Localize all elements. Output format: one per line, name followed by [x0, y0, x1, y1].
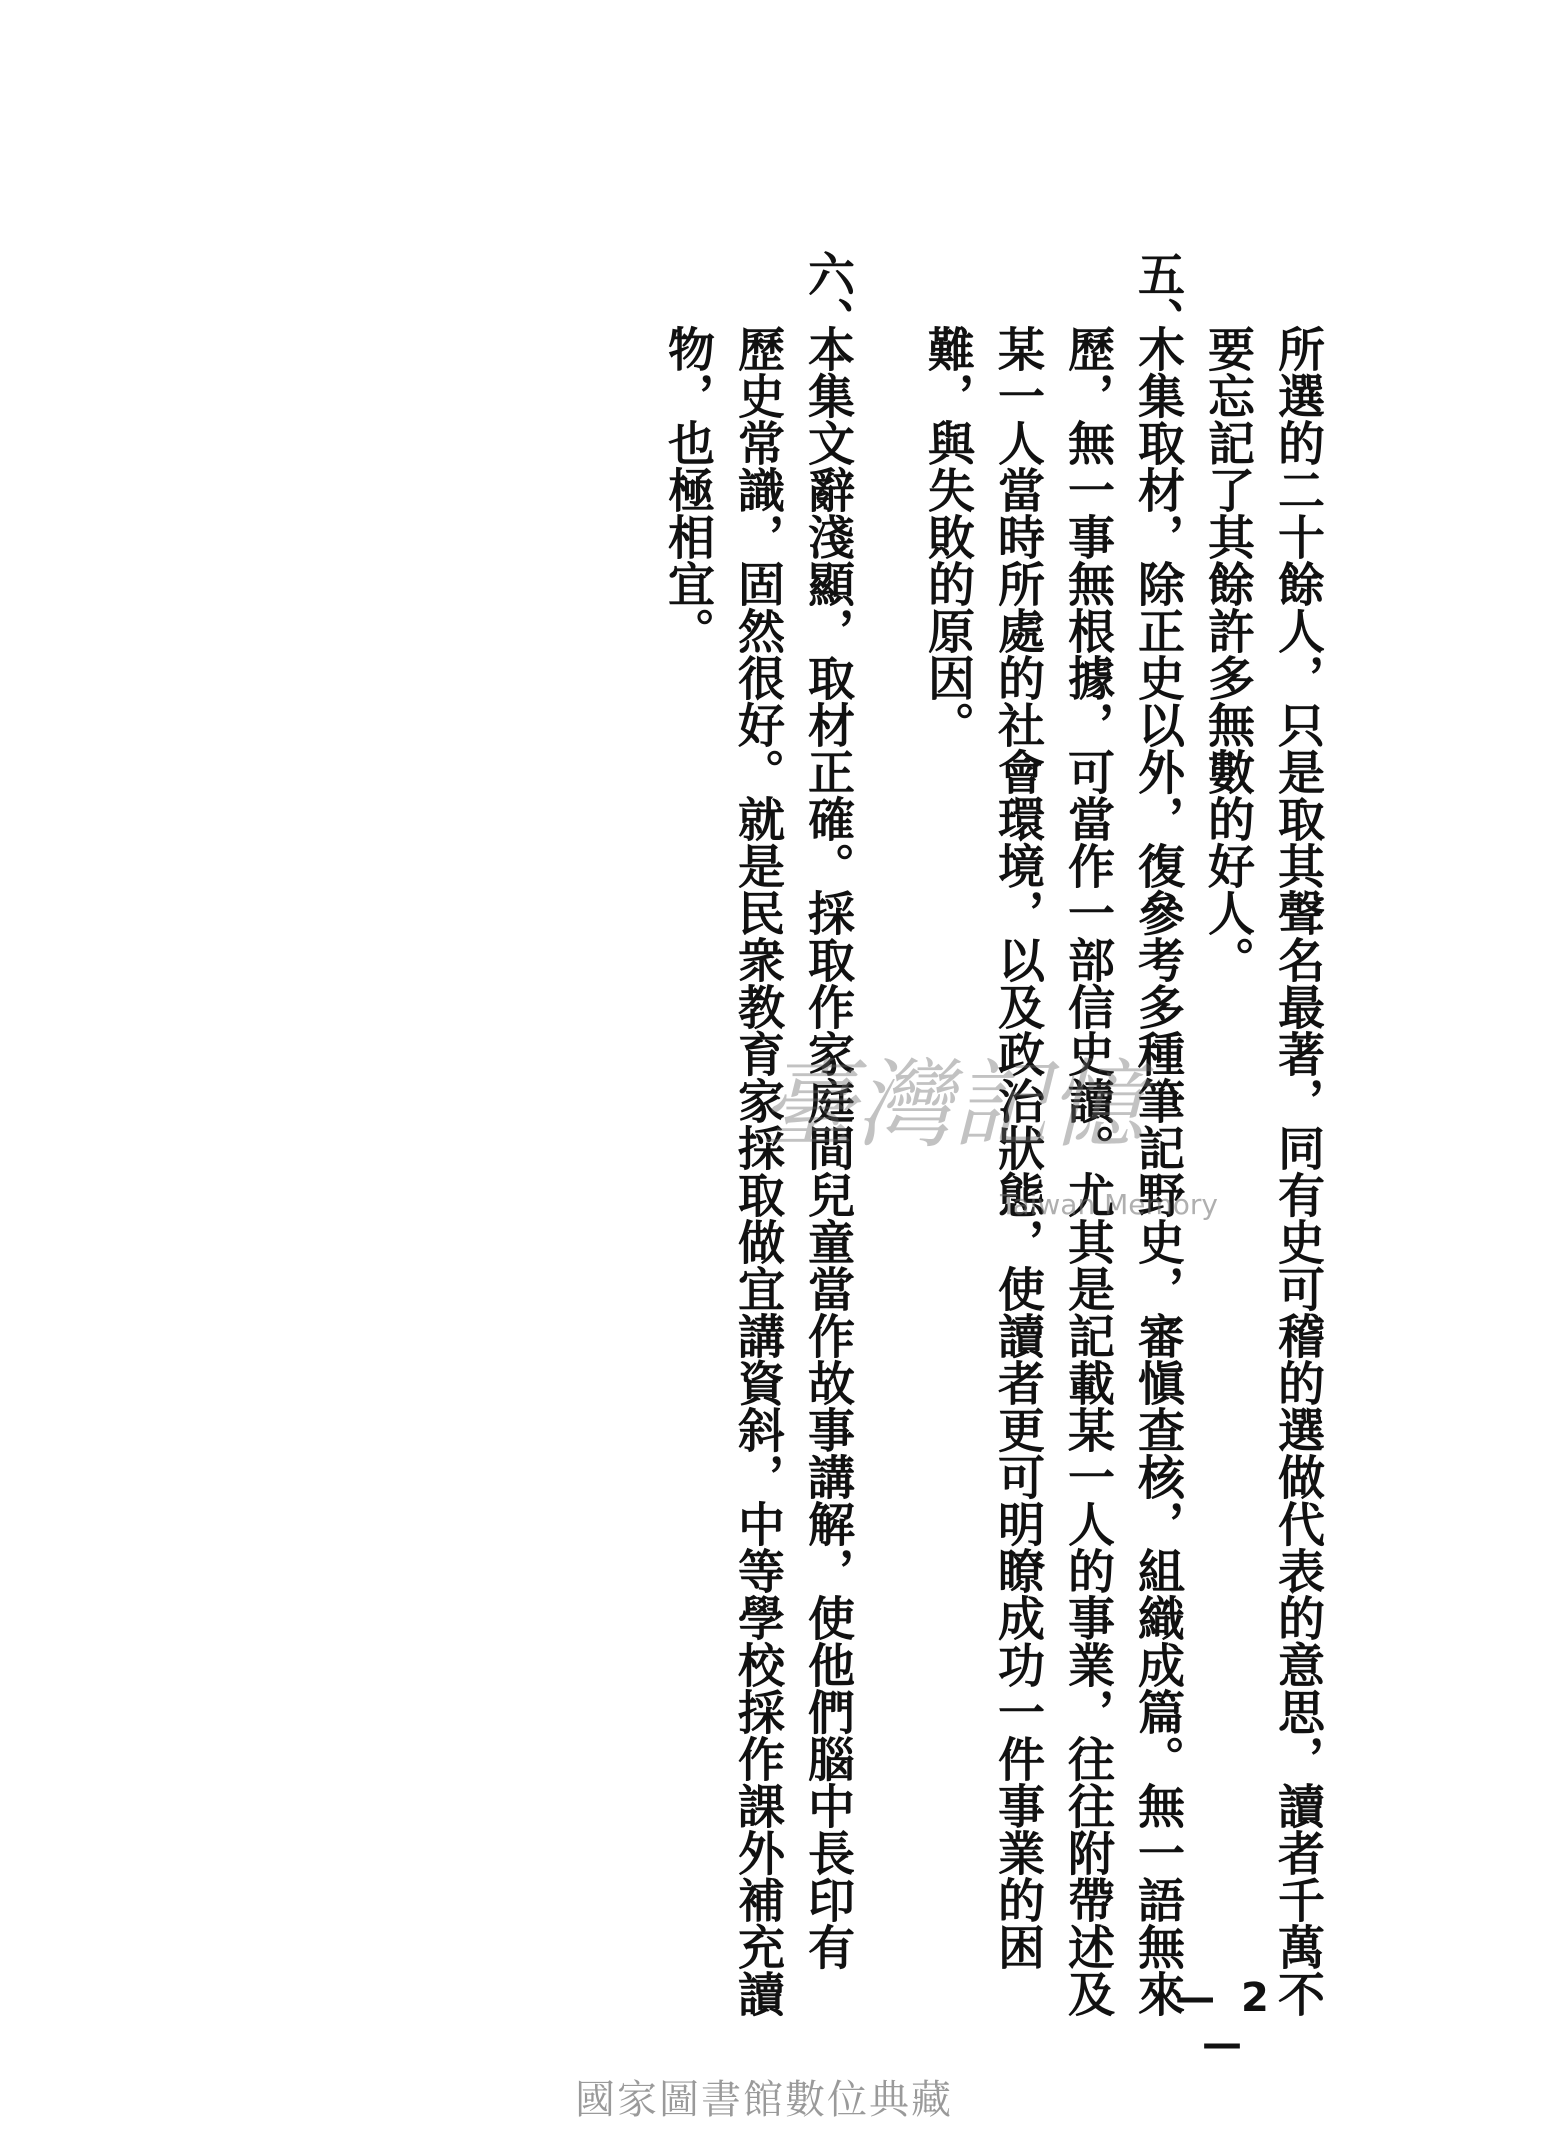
- page-number: — 2 —: [1175, 1975, 1275, 2067]
- text-column-4: 歷，無一事無根據，可當作一部信史讀。尤其是記載某一人的事業，往往附帶述及: [1060, 325, 1115, 2017]
- text-column-5: 某一人當時所處的社會環境，以及政治狀態，使讀者更可明瞭成功一件事業的困: [990, 325, 1045, 1970]
- watermark-logo: 臺灣記憶: [760, 1049, 1144, 1161]
- text-column-6: 難，與失敗的原因。: [920, 325, 975, 748]
- item-marker-six: 六、: [800, 250, 855, 344]
- item-marker-five: 五、: [1130, 250, 1185, 344]
- watermark-caption: Taiwan Memory: [1000, 1188, 1218, 1221]
- text-column-1: 所選的二十餘人，只是取其聲名最著，同有史可稽的選做代表的意思，讀者千萬不: [1270, 325, 1325, 2017]
- text-column-8: 歷史常識，固然很好。就是民衆教育家採取做宜講資斜，中等學校採作課外補充讀: [730, 325, 785, 2017]
- text-column-3: 木集取材，除正史以外，復參考多種筆記野史，審愼查核，組織成篇。無一語無來: [1130, 325, 1185, 2017]
- text-column-7: 本集文辭淺顯，取材正確。採取作家庭間兒童當作故事講解，使他們腦中長印有: [800, 325, 855, 1970]
- archive-footer: 國家圖書館數位典藏: [575, 2077, 953, 2123]
- text-column-9: 物，也極相宜。: [660, 325, 715, 654]
- text-column-2: 要忘記了其餘許多無數的好人。: [1200, 325, 1255, 983]
